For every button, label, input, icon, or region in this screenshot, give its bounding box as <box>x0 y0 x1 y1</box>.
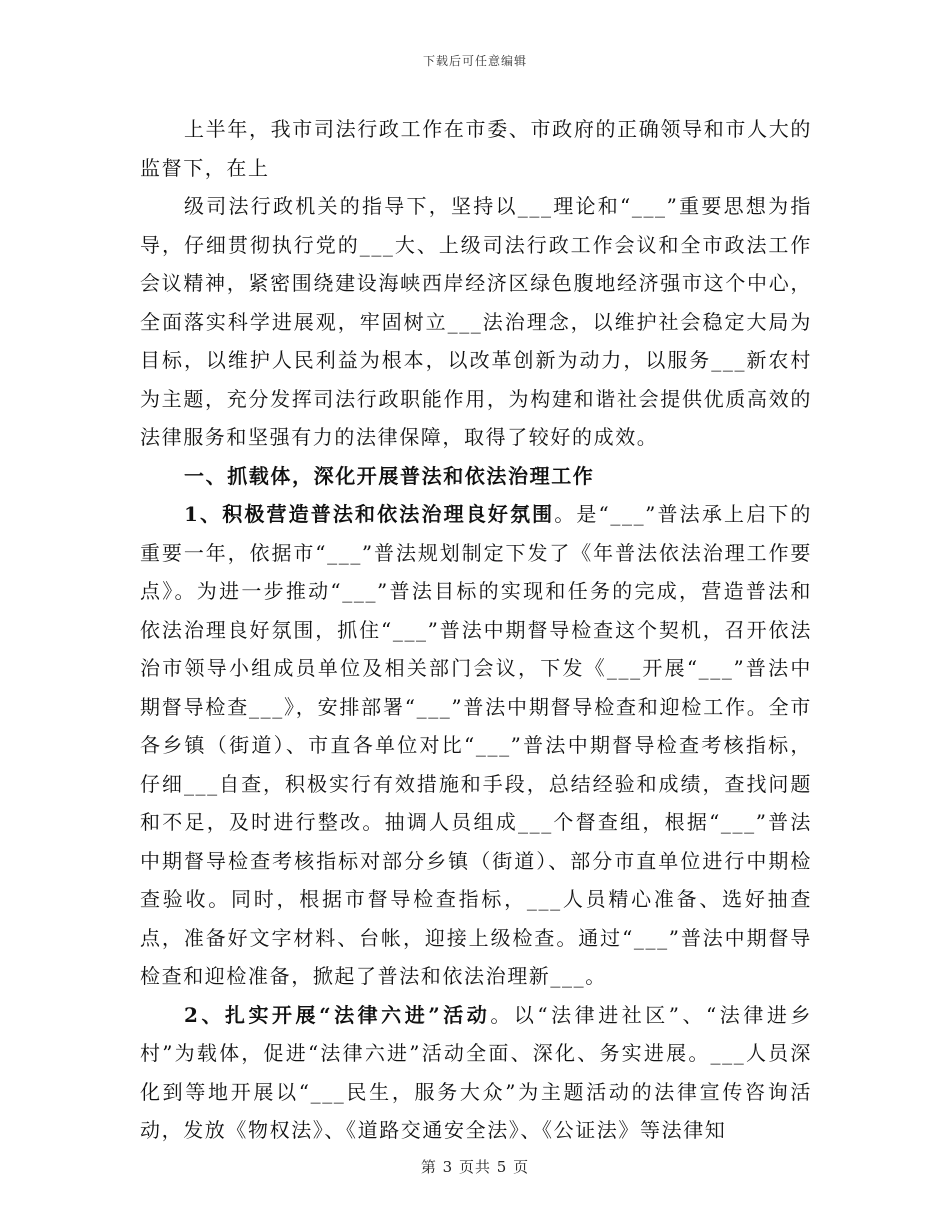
item-1-title: 1、积极营造普法和依法治理良好氛围 <box>184 502 555 526</box>
item-1-text: 。是“___”普法承上启下的重要一年，依据市“___”普法规划制定下发了《年普法依法治理工作要点》。为进一步推动“___”普法目标的实现和任务的完成，营造普法和依法治理良好氛围，抓住“___”普法中期督导检查这个契机，召开依法治市领导小组成员单位及相关部门会议，下发《___开展“___”普法中期督导检查___》，安排部署“___”普法中期督导检查和迎检工作。全市各乡镇（街道）、市直各单位对比“___”普法中期督导检查考核指标，仔细___自查，积极实行有效措施和手段，总结经验和成绩，查找问题和不足，及时进行整改。抽调人员组成___个督查组，根据“___”普法中期督导检查考核指标对部分乡镇（街道）、部分市直单位进行中期检查验收。同时，根据市督导检查指标，___人员精心准备、选好抽查点，准备好文字材料、台帐，迎接上级检查。通过“___”普法中期督导检查和迎检准备，掀起了普法和依法治理新___。 <box>140 502 812 988</box>
section-heading-1: 一、抓载体，深化开展普法和依法治理工作 <box>184 463 595 488</box>
item-2-title: 2、扎实开展“法律六进”活动 <box>184 1002 491 1027</box>
item-2-text: 。以“法律进社区”、“法律进乡村”为载体，促进“法律六进”活动全面、深化、务实进展。___人员深化到等地开展以“___民生，服务大众”为主题活动的法律宣传咨询活动，发放《物权法》、《道路交通安全法》、《公证法》等法律知 <box>140 1002 812 1142</box>
item-2-paragraph <box>140 996 812 1150</box>
paragraph-summary: 级司法行政机关的指导下，坚持以___理论和“___”重要思想为指导，仔细贯彻执行党的___大、上级司法行政工作会议和全市政法工作会议精神，紧密围绕建设海峡西岸经济区绿色腹地经济强市这个中心，全面落实科学进展观，牢固树立___法治理念，以维护社会稳定大局为目标，以维护人民利益为根本，以改革创新为动力，以服务___新农村为主题，充分发挥司法行政职能作用，为构建和谐社会提供优质高效的法律服务和坚强有力的法律保障，取得了较好的成效。 <box>140 194 812 449</box>
item-1-paragraph <box>140 495 812 996</box>
document-body <box>140 110 812 1150</box>
page-header: 下载后可任意编辑 <box>422 54 527 68</box>
page-footer: 第 3 页共 5 页 <box>420 1158 530 1176</box>
paragraph-intro: 上半年，我市司法行政工作在市委、市政府的正确领导和市人大的监督下，在上 <box>140 117 812 180</box>
